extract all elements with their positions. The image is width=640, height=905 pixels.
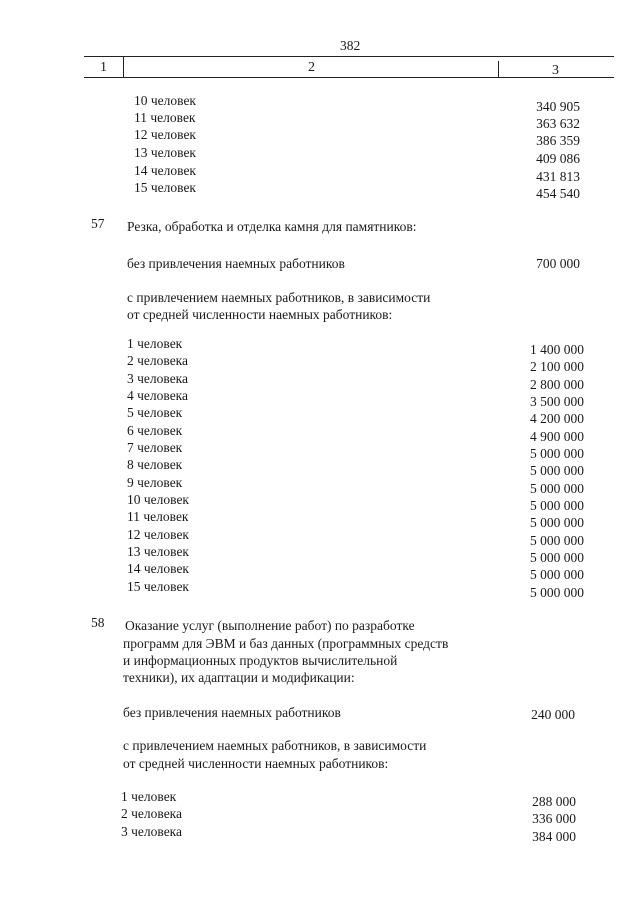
list-item-value: 5 000 000 [530,585,584,600]
list-item-value: 340 905 [536,99,580,114]
list-item-label: 1 человек [127,336,183,351]
list-item-value: 2 100 000 [530,359,584,374]
list-item-label: 8 человек [127,457,183,472]
with-employees-line-2: от средней численности наемных работников: [127,307,393,322]
header-col-2: 2 [308,60,315,75]
list-item-value: 5 000 000 [530,550,584,565]
header-divider-2 [498,61,499,77]
header-bottom-rule [84,77,614,78]
list-item-value: 288 000 [532,794,576,809]
list-item-value: 5 000 000 [530,567,584,582]
section-title-line-3: и информационных продуктов вычислительной [123,653,398,668]
list-item-label: 10 человек [127,492,189,507]
with-employees-line-1: с привлечением наемных работников, в зависимости [127,290,431,305]
list-item-value: 5 000 000 [530,498,584,513]
list-item-label: 3 человека [127,371,189,386]
list-item-label: 6 человек [127,423,183,438]
header-divider-1 [123,56,124,77]
list-item-value: 5 000 000 [530,446,584,461]
section-title-line-1: Оказание услуг (выполнение работ) по разработке [125,618,415,633]
list-item-label: 10 человек [134,93,196,108]
section-number: 58 [91,615,105,630]
list-item-value: 5 000 000 [530,515,584,530]
list-item-label: 15 человек [127,579,189,594]
list-item-value: 2 800 000 [530,377,584,392]
list-item-value: 4 200 000 [530,411,584,426]
list-item-value: 4 900 000 [530,429,584,444]
list-item-value: 363 632 [536,116,580,131]
list-item-value: 1 400 000 [530,342,584,357]
list-item-label: 14 человек [134,163,196,178]
section-title-line-2: программ для ЭВМ и баз данных (программных средств [123,636,449,651]
list-item-value: 409 086 [536,151,580,166]
list-item-label: 9 человек [127,475,183,490]
list-item-label: 1 человек [121,789,177,804]
with-employees-line-2: от средней численности наемных работников: [123,756,389,771]
list-item-label: 2 человека [127,353,189,368]
list-item-label: 14 человек [127,561,189,576]
list-item-label: 2 человека [121,806,183,821]
without-employees-value: 700 000 [536,256,580,271]
page-number: 382 [340,38,361,53]
list-item-label: 15 человек [134,180,196,195]
header-col-1: 1 [100,60,107,75]
section-title-line-4: техники), их адаптации и модификации: [123,670,355,685]
list-item-value: 454 540 [536,186,580,201]
list-item-label: 12 человек [134,127,196,142]
list-item-value: 5 000 000 [530,533,584,548]
header-col-3: 3 [552,63,559,78]
without-employees-value: 240 000 [531,707,575,722]
list-item-value: 384 000 [532,829,576,844]
header-top-rule [84,56,614,57]
list-item-value: 386 359 [536,133,580,148]
without-employees-label: без привлечения наемных работников [127,256,345,271]
list-item-value: 5 000 000 [530,481,584,496]
list-item-label: 11 человек [134,110,196,125]
section-number: 57 [91,216,105,231]
list-item-label: 3 человека [121,824,183,839]
list-item-label: 12 человек [127,527,189,542]
list-item-value: 336 000 [532,811,576,826]
list-item-label: 13 человек [127,544,189,559]
list-item-label: 5 человек [127,405,183,420]
list-item-label: 4 человека [127,388,189,403]
without-employees-label: без привлечения наемных работников [123,705,341,720]
with-employees-line-1: с привлечением наемных работников, в зависимости [123,738,427,753]
list-item-label: 11 человек [127,509,189,524]
list-item-value: 5 000 000 [530,463,584,478]
list-item-label: 7 человек [127,440,183,455]
list-item-label: 13 человек [134,145,196,160]
list-item-value: 431 813 [536,169,580,184]
list-item-value: 3 500 000 [530,394,584,409]
section-title: Резка, обработка и отделка камня для памятников: [127,219,417,234]
